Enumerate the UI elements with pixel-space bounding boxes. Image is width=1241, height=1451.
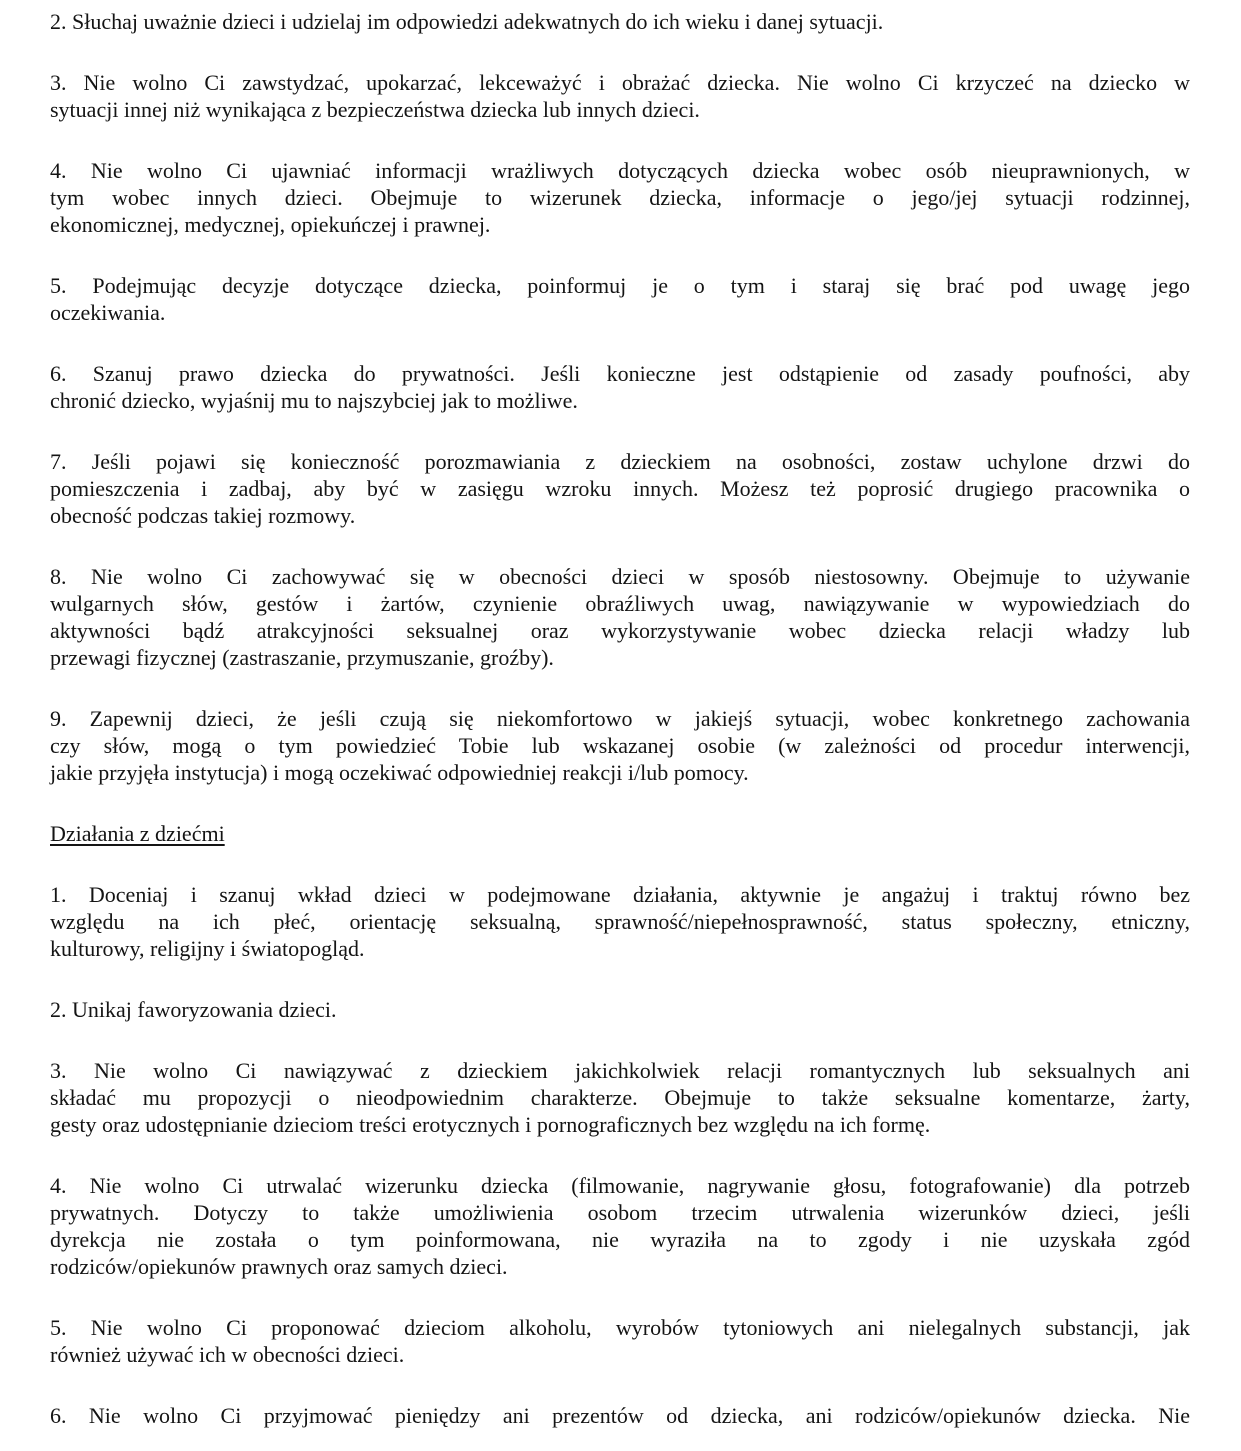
text-line: aktywności bądź atrakcyjności seksualnej oraz wykorzystywanie wobec dziecka relacji władzy lub: [50, 618, 1190, 643]
text-line: oczekiwania.: [50, 300, 166, 325]
text-line: 2. Unikaj faworyzowania dzieci.: [50, 997, 337, 1022]
text-line: 7. Jeśli pojawi się konieczność porozmawiania z dzieckiem na osobności, zostaw uchylone drzwi do: [50, 449, 1190, 474]
text-line: przewagi fizycznej (zastraszanie, przymuszanie, groźby).: [50, 645, 554, 670]
paragraph: [50, 272, 1190, 326]
text-line: rodziców/opiekunów prawnych oraz samych dzieci.: [50, 1254, 508, 1279]
paragraph: [50, 1402, 1190, 1429]
text-line: również używać ich w obecności dzieci.: [50, 1342, 405, 1367]
text-line: ekonomicznej, medycznej, opiekuńczej i prawnej.: [50, 212, 491, 237]
text-line: prywatnych. Dotyczy to także umożliwienia osobom trzecim utrwalenia wizerunków dzieci, jeśli: [50, 1200, 1190, 1225]
paragraph: [50, 1314, 1190, 1368]
paragraph: [50, 563, 1190, 671]
text-line: 3. Nie wolno Ci nawiązywać z dzieckiem jakichkolwiek relacji romantycznych lub seksualnych ani: [50, 1058, 1190, 1083]
paragraph: [50, 69, 1190, 123]
text-line: 4. Nie wolno Ci ujawniać informacji wrażliwych dotyczących dziecka wobec osób nieuprawnionych, w: [50, 158, 1190, 183]
text-line: składać mu propozycji o nieodpowiednim charakterze. Obejmuje to także seksualne komentarze, żarty,: [50, 1085, 1190, 1110]
paragraph: [50, 157, 1190, 238]
text-line: 4. Nie wolno Ci utrwalać wizerunku dziecka (filmowanie, nagrywanie głosu, fotografowanie) dla potrzeb: [50, 1173, 1190, 1198]
paragraph: [50, 360, 1190, 414]
text-line: 3. Nie wolno Ci zawstydzać, upokarzać, lekceważyć i obrażać dziecka. Nie wolno Ci krzyczeć na dziecko w: [50, 70, 1190, 95]
section-heading-text: Działania z dziećmi: [50, 821, 225, 846]
text-line: 6. Nie wolno Ci przyjmować pieniędzy ani prezentów od dziecka, ani rodziców/opiekunów dziecka. Nie: [50, 1403, 1190, 1428]
text-line: dyrekcja nie została o tym poinformowana, nie wyraziła na to zgody i nie uzyskała zgód: [50, 1227, 1190, 1252]
document-body: [50, 8, 1190, 1429]
text-line: wulgarnych słów, gestów i żartów, czynienie obraźliwych uwag, nawiązywanie w wypowiedziach do: [50, 591, 1190, 616]
paragraph: [50, 705, 1190, 786]
text-line: 1. Doceniaj i szanuj wkład dzieci w podejmowane działania, aktywnie je angażuj i traktuj równo bez: [50, 882, 1190, 907]
text-line: 5. Nie wolno Ci proponować dzieciom alkoholu, wyrobów tytoniowych ani nielegalnych substancji, jak: [50, 1315, 1190, 1340]
paragraph: [50, 8, 1190, 35]
text-line: 6. Szanuj prawo dziecka do prywatności. Jeśli konieczne jest odstąpienie od zasady poufności, aby: [50, 361, 1190, 386]
paragraph: [50, 881, 1190, 962]
paragraph: [50, 996, 1190, 1023]
text-line: 8. Nie wolno Ci zachowywać się w obecności dzieci w sposób niestosowny. Obejmuje to używanie: [50, 564, 1190, 589]
section-heading: [50, 820, 1190, 847]
text-line: czy słów, mogą o tym powiedzieć Tobie lub wskazanej osobie (w zależności od procedur interwencji,: [50, 733, 1190, 758]
text-line: 5. Podejmując decyzje dotyczące dziecka, poinformuj je o tym i staraj się brać pod uwagę jego: [50, 273, 1190, 298]
text-line: względu na ich płeć, orientację seksualną, sprawność/niepełnosprawność, status społeczny, etniczny,: [50, 909, 1190, 934]
text-line: obecność podczas takiej rozmowy.: [50, 503, 356, 528]
text-line: 9. Zapewnij dzieci, że jeśli czują się niekomfortowo w jakiejś sytuacji, wobec konkretnego zachowania: [50, 706, 1190, 731]
text-line: pomieszczenia i zadbaj, aby być w zasięgu wzroku innych. Możesz też poprosić drugiego pracownika o: [50, 476, 1190, 501]
text-line: jakie przyjęła instytucja) i mogą oczekiwać odpowiedniej reakcji i/lub pomocy.: [50, 760, 749, 785]
text-line: 2. Słuchaj uważnie dzieci i udzielaj im odpowiedzi adekwatnych do ich wieku i danej sytuacji.: [50, 9, 884, 34]
text-line: kulturowy, religijny i światopogląd.: [50, 936, 365, 961]
paragraph: [50, 1172, 1190, 1280]
text-line: tym wobec innych dzieci. Obejmuje to wizerunek dziecka, informacje o jego/jej sytuacji rodzinnej,: [50, 185, 1190, 210]
paragraph: [50, 1057, 1190, 1138]
text-line: chronić dziecko, wyjaśnij mu to najszybciej jak to możliwe.: [50, 388, 578, 413]
paragraph: [50, 448, 1190, 529]
text-line: sytuacji innej niż wynikająca z bezpieczeństwa dziecka lub innych dzieci.: [50, 97, 700, 122]
text-line: gesty oraz udostępnianie dzieciom treści erotycznych i pornograficznych bez względu na ich formę.: [50, 1112, 931, 1137]
